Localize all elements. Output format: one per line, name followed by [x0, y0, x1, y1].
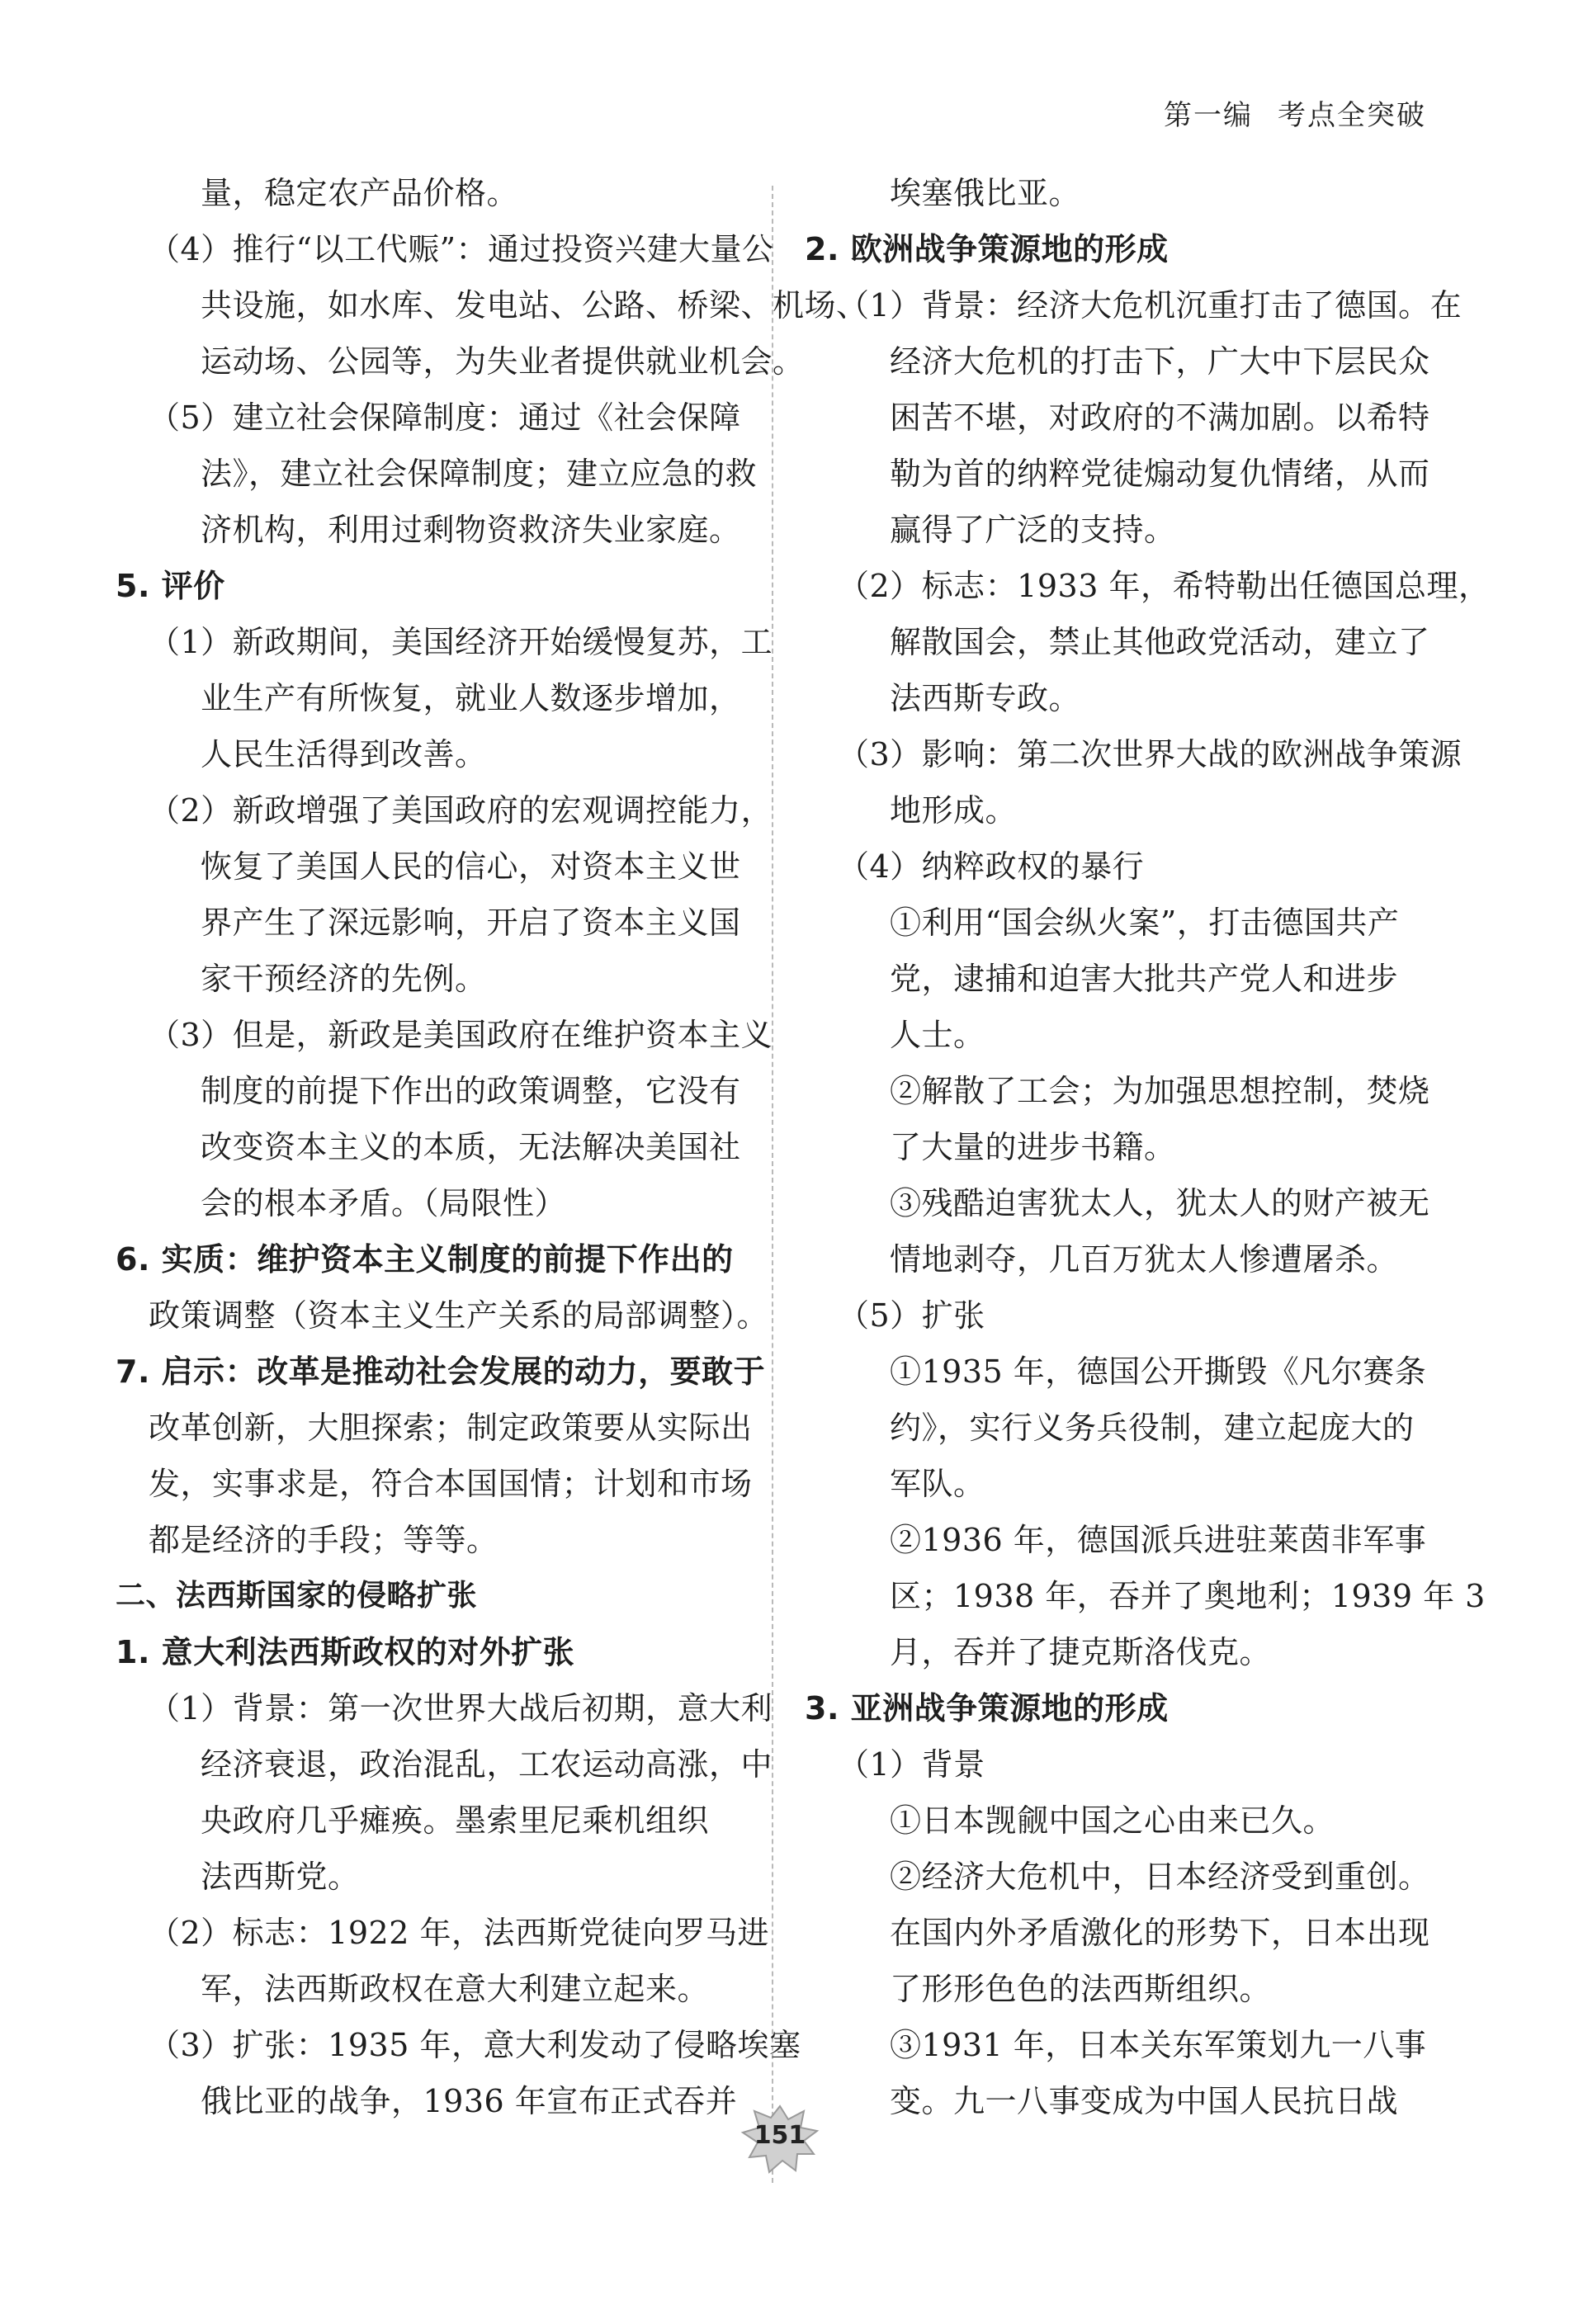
text-line: 法西斯党。 — [201, 1859, 360, 1895]
text-line: 人士。 — [890, 1017, 985, 1053]
text-line: 月，吞并了捷克斯洛伐克。 — [890, 1634, 1272, 1670]
text-line: ①1935 年，德国公开撕毁《凡尔赛条 — [890, 1353, 1427, 1390]
text-line: 困苦不堪，对政府的不满加剧。以希特 — [890, 399, 1430, 436]
text-line: （2）标志：1933 年，希特勒出任德国总理， — [838, 568, 1491, 604]
text-line: 赢得了广泛的支持。 — [890, 512, 1176, 548]
left-column — [116, 165, 868, 2129]
text-line: 恢复了美国人民的信心，对资本主义世 — [201, 848, 741, 885]
text-line: 央政府几乎瘫痪。墨索里尼乘机组织 — [201, 1802, 710, 1839]
item-heading: 2. 欧洲战争策源地的形成 — [805, 231, 1169, 267]
text-line: 改变资本主义的本质，无法解决美国社 — [201, 1129, 741, 1165]
header-part: 第一编 — [1164, 99, 1253, 132]
text-line: 俄比亚的战争，1936 年宣布正式吞并 — [201, 2083, 738, 2119]
section-heading: 二、法西斯国家的侵略扩张 — [116, 1579, 478, 1613]
text-line: 军队。 — [890, 1466, 985, 1502]
text-line: 党，逮捕和迫害大批共产党人和进步 — [890, 961, 1399, 997]
text-line: ②1936 年，德国派兵进驻莱茵非军事 — [890, 1522, 1427, 1558]
text-line: 济机构，利用过剩物资救济失业家庭。 — [201, 512, 741, 548]
text-line: 改革创新，大胆探索；制定政策要从实际出 — [149, 1410, 753, 1446]
header-title: 考点全突破 — [1278, 99, 1426, 132]
text-line: 解散国会，禁止其他政党活动，建立了 — [890, 624, 1430, 660]
text-line: 地形成。 — [890, 792, 1018, 829]
text-line: （2）新政增强了美国政府的宏观调控能力， — [149, 792, 773, 829]
text-line: （2）标志：1922 年，法西斯党徒向罗马进 — [149, 1915, 769, 1951]
text-line: 经济衰退，政治混乱，工农运动高涨，中 — [201, 1746, 773, 1783]
text-line: 法西斯专政。 — [890, 680, 1081, 716]
text-line: 发，实事求是，符合本国国情；计划和市场 — [149, 1466, 753, 1502]
text-line: 家干预经济的先例。 — [201, 961, 487, 997]
text-line: （4）推行“以工代赈”：通过投资兴建大量公 — [149, 231, 774, 267]
text-line: （1）背景：第一次世界大战后初期，意大利 — [149, 1690, 773, 1726]
text-line: 军，法西斯政权在意大利建立起来。 — [201, 1971, 710, 2007]
text-line: 人民生活得到改善。 — [201, 736, 487, 772]
page-header — [1139, 92, 1426, 133]
text-line: （3）扩张：1935 年，意大利发动了侵略埃塞 — [149, 2027, 801, 2063]
page-number: 151 — [754, 2121, 806, 2150]
text-line: 都是经济的手段；等等。 — [149, 1522, 499, 1558]
text-line: 制度的前提下作出的政策调整，它没有 — [201, 1073, 741, 1109]
text-line: ②经济大危机中，日本经济受到重创。 — [890, 1859, 1430, 1895]
item-heading: 7. 启示：改革是推动社会发展的动力，要敢于 — [116, 1353, 766, 1390]
text-line: 运动场、公园等，为失业者提供就业机会。 — [201, 343, 805, 380]
text-line: 经济大危机的打击下，广大中下层民众 — [890, 343, 1430, 380]
text-line: 在国内外矛盾激化的形势下，日本出现 — [890, 1915, 1430, 1951]
text-line: 约》，实行义务兵役制，建立起庞大的 — [890, 1410, 1415, 1446]
text-line: 量，稳定农产品价格。 — [201, 175, 519, 211]
column-divider — [772, 186, 773, 2183]
text-line: ①利用“国会纵火案”，打击德国共产 — [890, 905, 1400, 941]
text-line: 业生产有所恢复，就业人数逐步增加， — [201, 680, 741, 716]
text-line: 了形形色色的法西斯组织。 — [890, 1971, 1272, 2007]
text-line: ③1931 年，日本关东军策划九一八事 — [890, 2027, 1427, 2063]
text-line: 情地剥夺，几百万犹太人惨遭屠杀。 — [890, 1241, 1399, 1278]
text-line: 埃塞俄比亚。 — [890, 175, 1081, 211]
right-column — [805, 165, 1491, 2129]
text-line: ②解散了工会；为加强思想控制，焚烧 — [890, 1073, 1430, 1109]
text-line: ③残酷迫害犹太人，犹太人的财产被无 — [890, 1185, 1430, 1221]
text-line: 变。九一八事变成为中国人民抗日战 — [890, 2083, 1399, 2119]
item-heading: 3. 亚洲战争策源地的形成 — [805, 1690, 1169, 1726]
text-line: 会的根本矛盾。（局限性） — [201, 1185, 567, 1221]
text-line: 勒为首的纳粹党徒煽动复仇情绪，从而 — [890, 456, 1430, 492]
item-heading: 1. 意大利法西斯政权的对外扩张 — [116, 1634, 575, 1670]
text-line: （4）纳粹政权的暴行 — [838, 848, 1145, 885]
text-line: 界产生了深远影响，开启了资本主义国 — [201, 905, 741, 941]
text-line: 政策调整（资本主义生产关系的局部调整）。 — [149, 1297, 769, 1334]
text-line: （3）但是，新政是美国政府在维护资本主义 — [149, 1017, 773, 1053]
item-heading: 5. 评价 — [116, 568, 225, 604]
text-line: （1）背景 — [838, 1746, 985, 1783]
text-line: （5）扩张 — [838, 1297, 985, 1334]
text-line: 区；1938 年，吞并了奥地利；1939 年 3 — [890, 1578, 1486, 1614]
text-line: （3）影响：第二次世界大战的欧洲战争策源 — [838, 736, 1463, 772]
text-line: ①日本觊觎中国之心由来已久。 — [890, 1802, 1335, 1839]
text-line: （5）建立社会保障制度：通过《社会保障 — [149, 399, 741, 436]
text-line: （1）新政期间，美国经济开始缓慢复苏，工 — [149, 624, 773, 660]
item-heading: 6. 实质：维护资本主义制度的前提下作出的 — [116, 1241, 734, 1278]
text-line: （1）背景：经济大危机沉重打击了德国。在 — [838, 287, 1463, 324]
text-line: 了大量的进步书籍。 — [890, 1129, 1176, 1165]
text-line: 法》，建立社会保障制度；建立应急的救 — [201, 456, 758, 492]
text-line: 共设施，如水库、发电站、公路、桥梁、机场、 — [201, 287, 868, 324]
page-number-badge — [743, 2106, 817, 2172]
